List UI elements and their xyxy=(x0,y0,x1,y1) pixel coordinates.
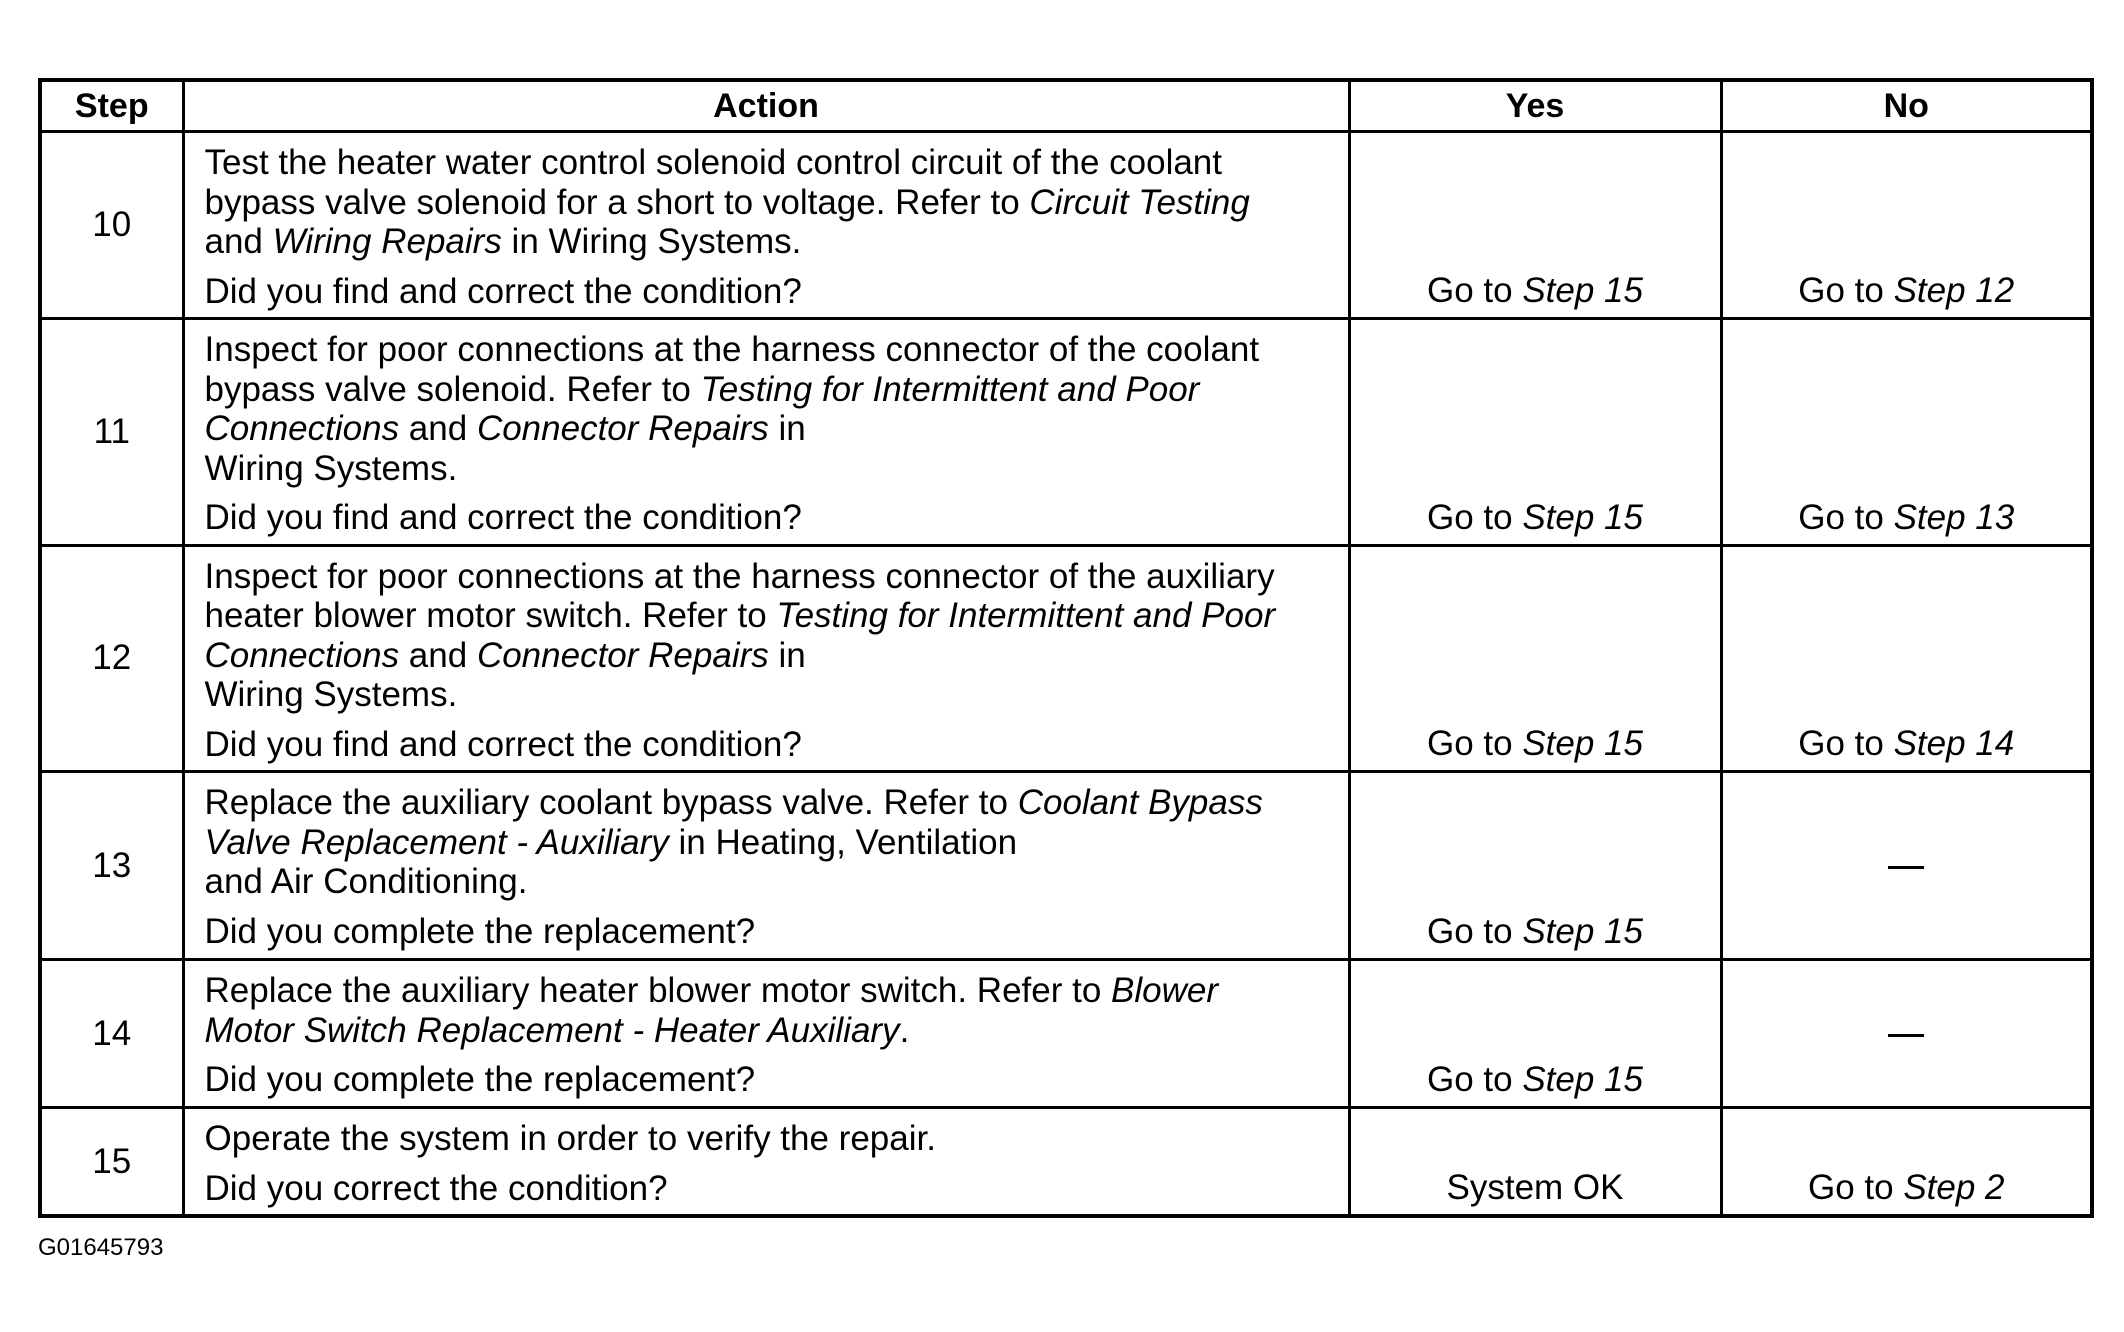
text-run: bypass valve solenoid for a short to voltage. Refer to xyxy=(204,182,1030,222)
action-line xyxy=(205,409,1334,449)
reference-link-text: Connector Repairs xyxy=(476,409,769,448)
reference-link-text: Connections xyxy=(204,635,400,675)
action-question: Did you complete the replacement? xyxy=(204,1060,756,1099)
action-line xyxy=(205,862,1334,902)
action-text xyxy=(205,1119,1334,1159)
text-run: in Wiring Systems. xyxy=(501,222,802,261)
yes-outcome xyxy=(1349,319,1721,546)
action-line xyxy=(205,370,1334,410)
text-run: System OK xyxy=(1446,1168,1624,1207)
action-cell xyxy=(183,545,1349,772)
text-run: in xyxy=(768,409,806,448)
action-text xyxy=(205,557,1334,715)
no-outcome xyxy=(1721,960,2092,1108)
figure-id: G01645793 xyxy=(38,1234,164,1261)
reference-link-text: Step 12 xyxy=(1893,271,2015,310)
action-cell xyxy=(183,1108,1349,1217)
header-action: Action xyxy=(183,80,1349,132)
table-row xyxy=(40,1108,2092,1217)
text-run: Inspect for poor connections at the harness connector of the auxiliary xyxy=(204,556,1275,596)
reference-link-text: Step 15 xyxy=(1522,497,1643,537)
action-text xyxy=(205,143,1334,262)
action-line xyxy=(205,1011,1334,1051)
action-line xyxy=(205,971,1334,1011)
text-run: in Heating, Ventilation xyxy=(668,822,1018,862)
action-question: Did you correct the condition? xyxy=(204,1168,668,1208)
text-run: bypass valve solenoid. Refer to xyxy=(204,369,701,409)
text-run: Go to xyxy=(1798,271,1894,310)
text-run: and Air Conditioning. xyxy=(204,862,528,901)
action-line xyxy=(205,675,1334,715)
text-run: and xyxy=(399,409,477,448)
header-no: No xyxy=(1721,80,2092,132)
no-outcome xyxy=(1721,132,2092,319)
reference-link-text: Testing for Intermittent and Poor xyxy=(776,596,1276,635)
yes-outcome xyxy=(1349,132,1721,319)
step-number: 14 xyxy=(40,960,183,1108)
no-outcome xyxy=(1721,319,2092,546)
text-run: Go to xyxy=(1798,497,1894,537)
action-line xyxy=(205,823,1334,863)
action-cell xyxy=(183,772,1349,960)
table-row xyxy=(40,545,2092,772)
reference-link-text: Blower xyxy=(1111,971,1218,1010)
header-row xyxy=(40,80,2092,132)
step-number: 11 xyxy=(40,319,183,546)
text-run: in xyxy=(768,635,806,675)
reference-link-text: Step 13 xyxy=(1893,497,2015,537)
text-run: Go to xyxy=(1798,724,1894,763)
text-run: Inspect for poor connections at the harness connector of the coolant xyxy=(204,330,1260,369)
text-run: Go to xyxy=(1427,497,1523,537)
text-run: heater blower motor switch. Refer to xyxy=(204,596,777,635)
table-row xyxy=(40,960,2092,1108)
text-run: Go to xyxy=(1427,1060,1523,1099)
step-number: 13 xyxy=(40,772,183,960)
reference-link-text: Circuit Testing xyxy=(1029,182,1250,222)
reference-link-text: Wiring Repairs xyxy=(272,222,502,261)
table-body xyxy=(40,132,2092,1217)
step-number: 15 xyxy=(40,1108,183,1217)
reference-link-text: Testing for Intermittent and Poor xyxy=(700,369,1200,409)
table-row xyxy=(40,132,2092,319)
diagnostic-table xyxy=(38,78,2094,1218)
no-outcome xyxy=(1721,1108,2092,1217)
dash-mark xyxy=(1888,1034,1924,1037)
header-yes: Yes xyxy=(1349,80,1721,132)
action-line xyxy=(205,222,1334,262)
reference-link-text: Connections xyxy=(204,409,400,448)
action-line xyxy=(205,183,1334,223)
step-number: 12 xyxy=(40,545,183,772)
text-run: Go to xyxy=(1427,724,1523,763)
text-run: and xyxy=(204,222,273,261)
text-run: and xyxy=(399,635,477,675)
text-run: Go to xyxy=(1807,1168,1904,1207)
text-run: Operate the system in order to verify the repair. xyxy=(204,1119,936,1158)
text-run: Wiring Systems. xyxy=(204,675,458,714)
action-line xyxy=(205,1119,1334,1159)
action-cell xyxy=(183,319,1349,546)
dash-mark xyxy=(1888,866,1924,869)
reference-link-text: Motor Switch Replacement - Heater Auxiliary xyxy=(204,1010,900,1050)
text-run: Replace the auxiliary coolant bypass valve. Refer to xyxy=(204,783,1018,822)
action-cell xyxy=(183,960,1349,1108)
reference-link-text: Step 15 xyxy=(1522,724,1643,763)
action-question: Did you complete the replacement? xyxy=(204,911,756,951)
reference-link-text: Step 15 xyxy=(1522,912,1643,951)
action-question: Did you find and correct the condition? xyxy=(204,724,802,764)
action-line xyxy=(205,143,1334,183)
text-run: Replace the auxiliary heater blower motor switch. Refer to xyxy=(204,971,1112,1010)
reference-link-text: Step 15 xyxy=(1522,1060,1643,1099)
reference-link-text: Coolant Bypass xyxy=(1017,783,1263,822)
text-run: Test the heater water control solenoid control circuit of the coolant xyxy=(204,143,1222,182)
action-question: Did you find and correct the condition? xyxy=(204,271,802,311)
reference-link-text: Step 2 xyxy=(1903,1168,2005,1207)
yes-outcome xyxy=(1349,772,1721,960)
text-run: Wiring Systems. xyxy=(204,448,458,488)
no-outcome xyxy=(1721,772,2092,960)
yes-outcome xyxy=(1349,1108,1721,1217)
action-text xyxy=(205,783,1334,902)
action-line xyxy=(205,449,1334,489)
text-run: Go to xyxy=(1427,271,1523,310)
text-run: . xyxy=(899,1010,910,1050)
action-text xyxy=(205,330,1334,488)
action-line xyxy=(205,783,1334,823)
step-number: 10 xyxy=(40,132,183,319)
action-cell xyxy=(183,132,1349,319)
action-question: Did you find and correct the condition? xyxy=(204,498,802,537)
reference-link-text: Valve Replacement - Auxiliary xyxy=(204,822,669,862)
action-line xyxy=(205,636,1334,676)
text-run: Go to xyxy=(1427,912,1523,951)
reference-link-text: Connector Repairs xyxy=(476,635,769,675)
yes-outcome xyxy=(1349,960,1721,1108)
table-row xyxy=(40,319,2092,546)
yes-outcome xyxy=(1349,545,1721,772)
action-line xyxy=(205,596,1334,636)
reference-link-text: Step 14 xyxy=(1893,724,2015,763)
action-line xyxy=(205,557,1334,597)
table-row xyxy=(40,772,2092,960)
header-step: Step xyxy=(40,80,183,132)
action-text xyxy=(205,971,1334,1050)
reference-link-text: Step 15 xyxy=(1522,271,1643,310)
action-line xyxy=(205,330,1334,370)
no-outcome xyxy=(1721,545,2092,772)
